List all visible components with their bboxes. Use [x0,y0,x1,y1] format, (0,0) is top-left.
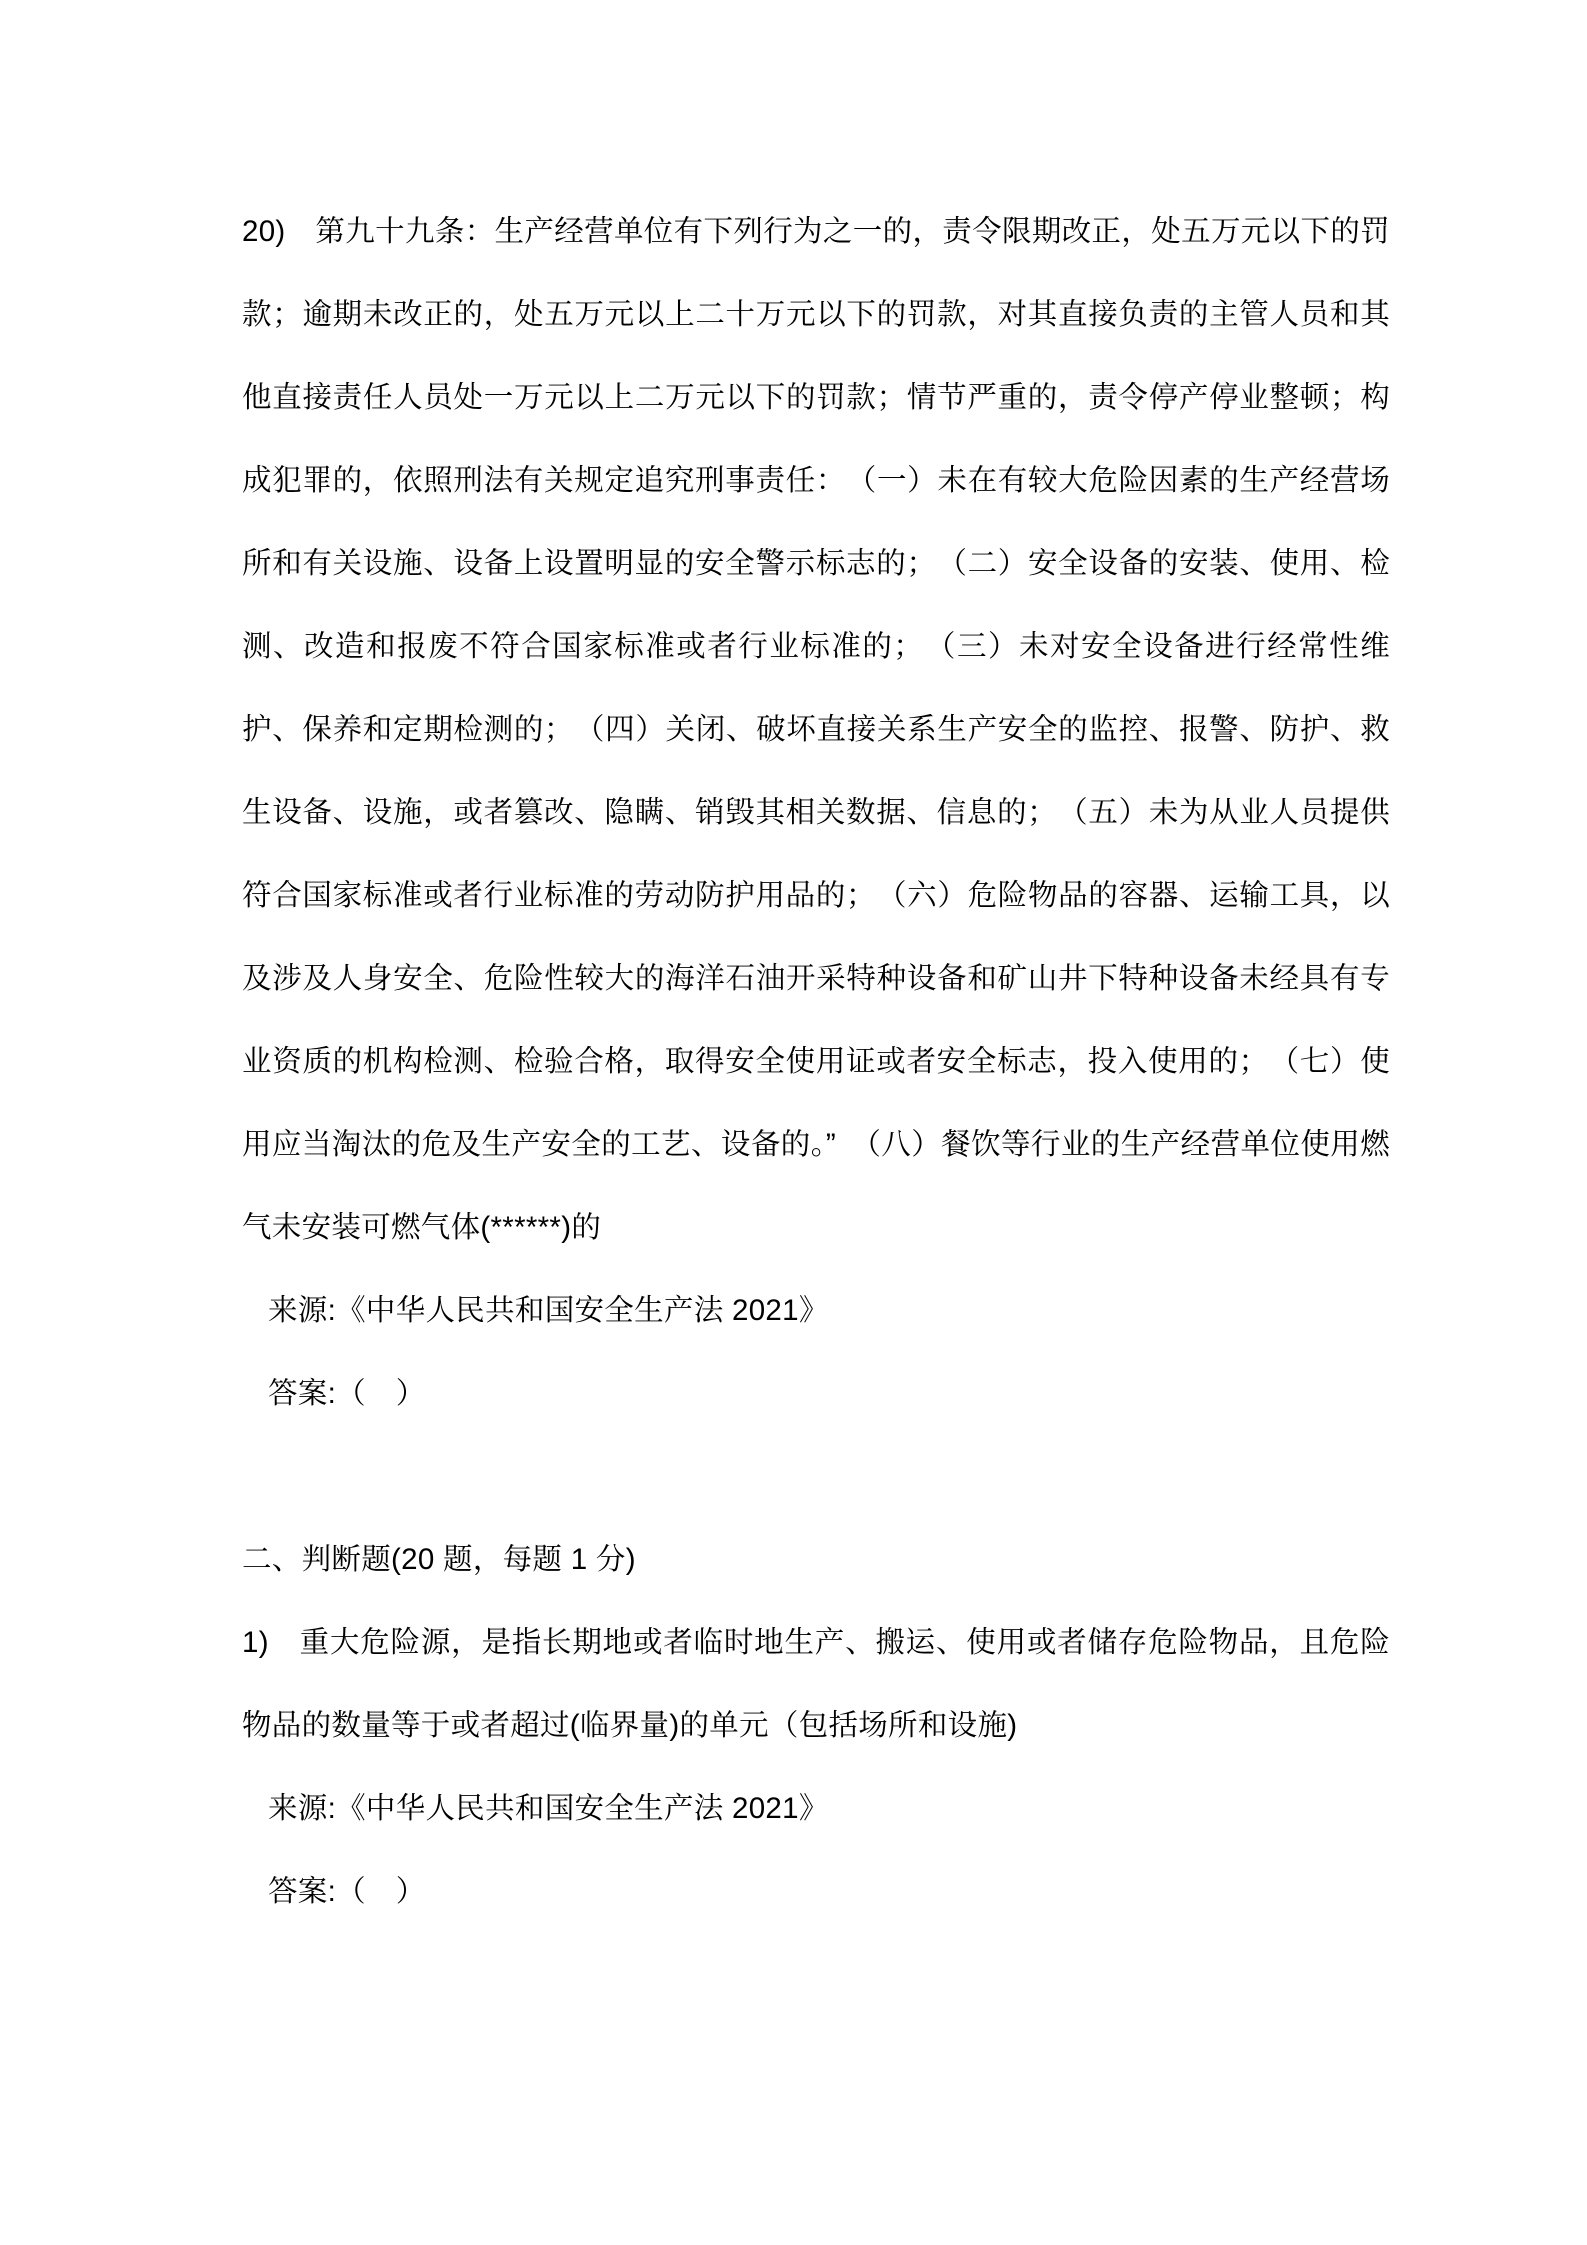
section-2-header: 二、判断题(20 题，每题 1 分) [242,1543,636,1576]
question-20-text: 20) 第九十九条：生产经营单位有下列行为之一的，责令限期改正，处五万元以下的罚款；逾期未改正的，处五万元以上二十万元以下的罚款，对其直接负责的主管人员和其他直接责任人员处一万元以上二万元以下的罚款；情节严重的，责令停产停业整顿；构成犯罪的，依照刑法有关规定追究刑事责任： （一）未在有较大危险因素的生产经营场所和有关设施、设备上设置明显的安全警示标志的； （二）安全设备的安装、使用、检测、改造和报废不符合国家标准或者行业标准的； （三）未对安全设备进行经常性维护、保养和定期检测的； （四）关闭、破坏直接关系生产安全的监控、报警、防护、救生设备、设施，或者篡改、隐瞒、销毁其相关数据、信息的； （五）未为从业人员提供符合国家标准或者行业标准的劳动防护用品的； （六）危险物品的容器、运输工具，以及涉及人身安全、危险性较大的海洋石油开采特种设备和矿山井下特种设备未经具有专业资质的机构检测、检验合格，取得安全使用证或者安全标志，投入使用的； （七）使用应当淘汰的危及生产安全的工艺、设备的。” （八）餐饮等行业的生产经营单位使用燃气未安装可燃气体(******)的 [242,215,1390,1244]
question-20-source: 来源:《中华人民共和国安全生产法 2021》 [268,1294,829,1327]
question-20-answer-blank: 答案:（ ） [268,1377,426,1410]
question-1-source: 来源:《中华人民共和国安全生产法 2021》 [268,1792,829,1825]
question-1-text: 1) 重大危险源，是指长期地或者临时地生产、搬运、使用或者储存危险物品，且危险物品的数量等于或者超过(临界量)的单元（包括场所和设施) [242,1626,1390,1742]
question-1-answer-blank: 答案:（ ） [268,1875,426,1908]
